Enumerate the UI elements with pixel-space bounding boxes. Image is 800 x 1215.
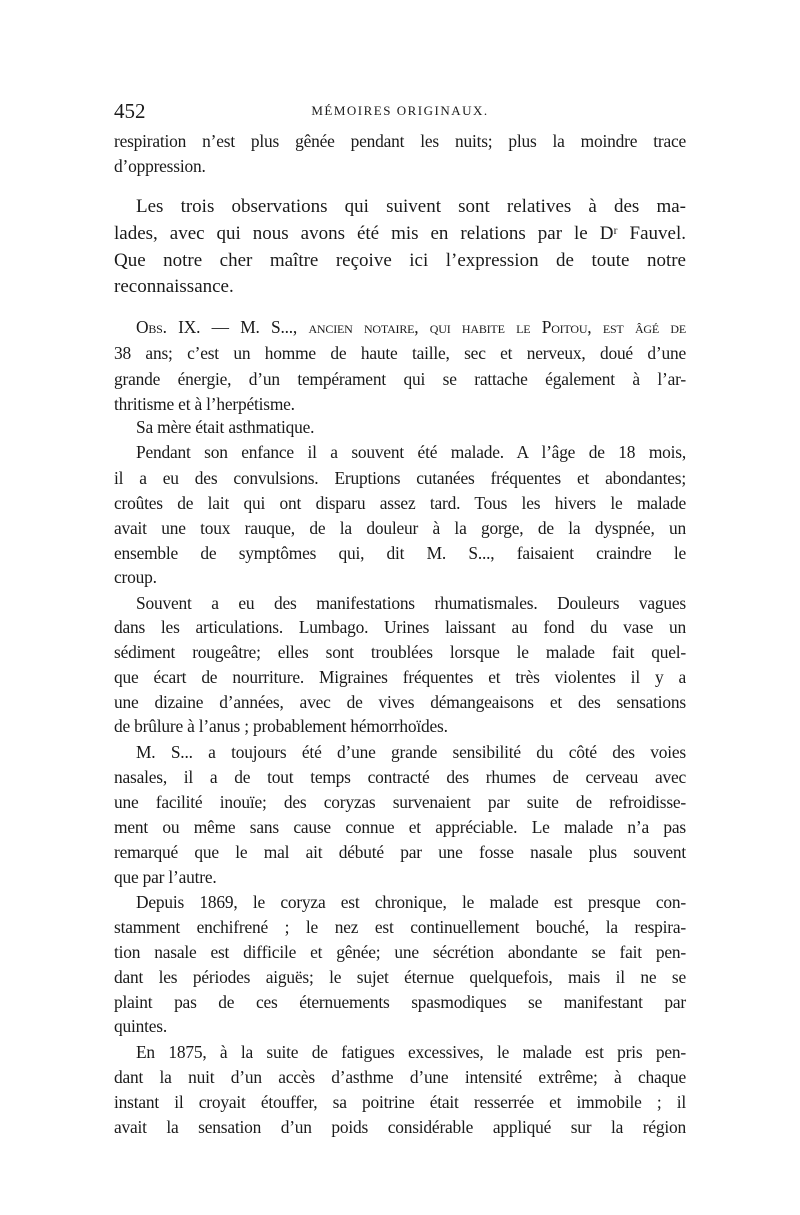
text-line: il a eu des convulsions. Eruptions cutanées fréquentes et abondantes; xyxy=(114,468,686,488)
text-line: plaint pas de ces éternuements spasmodiques se manifestant par xyxy=(114,992,686,1012)
page-number: 452 xyxy=(114,99,146,123)
text-line: tion nasale est difficile et gênée; une sécrétion abondante se fait pen- xyxy=(114,942,686,962)
text-line: Souvent a eu des manifestations rhumatismales. Douleurs vagues xyxy=(136,593,686,613)
text-line: avait la sensation d’un poids considérable appliqué sur la région xyxy=(114,1117,686,1137)
text-line: respiration n’est plus gênée pendant les nuits; plus la moindre trace xyxy=(114,131,686,151)
text-line: de brûlure à l’anus ; probablement hémorrhoïdes. xyxy=(114,716,448,736)
text-line: instant il croyait étouffer, sa poitrine était resserrée et immobile ; il xyxy=(114,1092,686,1112)
text-line: que écart de nourriture. Migraines fréquentes et très violentes il y a xyxy=(114,667,686,687)
text-line: M. S... a toujours été d’une grande sensibilité du côté des voies xyxy=(136,742,686,762)
text-line: remarqué que le mal ait débuté par une fosse nasale plus souvent xyxy=(114,842,686,862)
text-line: grande énergie, d’un tempérament qui se rattache également à l’ar- xyxy=(114,369,686,389)
text-line: En 1875, à la suite de fatigues excessives, le malade est pris pen- xyxy=(136,1042,686,1062)
running-title: MÉMOIRES ORIGINAUX. xyxy=(311,103,489,118)
text-line: nasales, il a de tout temps contracté des rhumes de cerveau avec xyxy=(114,767,686,787)
running-header xyxy=(114,98,686,124)
text-line: d’oppression. xyxy=(114,156,206,176)
text-line: stamment enchifrené ; le nez est continuellement bouché, la respira- xyxy=(114,917,686,937)
text-line: lades, avec qui nous avons été mis en relations par le Dʳ Fauvel. xyxy=(114,223,686,244)
text-line: Sa mère était asthmatique. xyxy=(136,417,315,437)
text-line: Depuis 1869, le coryza est chronique, le malade est presque con- xyxy=(136,892,686,912)
text-line: avait une toux rauque, de la douleur à la gorge, de la dyspnée, un xyxy=(114,518,686,538)
text-line: une dizaine d’années, avec de vives démangeaisons et des sensations xyxy=(114,692,686,712)
text-line: thritisme et à l’herpétisme. xyxy=(114,394,295,414)
text-line: reconnaissance. xyxy=(114,276,234,297)
text-line: dant les périodes aiguës; le sujet éternue quelquefois, mais il ne se xyxy=(114,967,686,987)
text-line: que par l’autre. xyxy=(114,867,217,887)
observation-heading-line: Obs. IX. — M. S..., ancien notaire, qui habite le Poitou, est âgé de xyxy=(136,317,686,337)
text-line: croup. xyxy=(114,567,157,587)
text-line: croûtes de lait qui ont disparu assez tard. Tous les hivers le malade xyxy=(114,493,686,513)
text-line: dant la nuit d’un accès d’asthme d’une intensité extrême; à chaque xyxy=(114,1067,686,1087)
text-line: sédiment rougeâtre; elles sont troublées lorsque le malade fait quel- xyxy=(114,642,686,662)
text-line: 38 ans; c’est un homme de haute taille, sec et nerveux, doué d’une xyxy=(114,343,686,363)
text-line: une facilité inouïe; des coryzas survenaient par suite de refroidisse- xyxy=(114,792,686,812)
text-line: Pendant son enfance il a souvent été malade. A l’âge de 18 mois, xyxy=(136,442,686,462)
text-line: ment ou même sans cause connue et appréciable. Le malade n’a pas xyxy=(114,817,686,837)
text-line: ensemble de symptômes qui, dit M. S..., faisaient craindre le xyxy=(114,543,686,563)
text-line: dans les articulations. Lumbago. Urines laissant au fond du vase un xyxy=(114,617,686,637)
text-line: Les trois observations qui suivent sont relatives à des ma- xyxy=(136,196,686,217)
text-line: Que notre cher maître reçoive ici l’expression de toute notre xyxy=(114,250,686,271)
text-line: quintes. xyxy=(114,1016,167,1036)
